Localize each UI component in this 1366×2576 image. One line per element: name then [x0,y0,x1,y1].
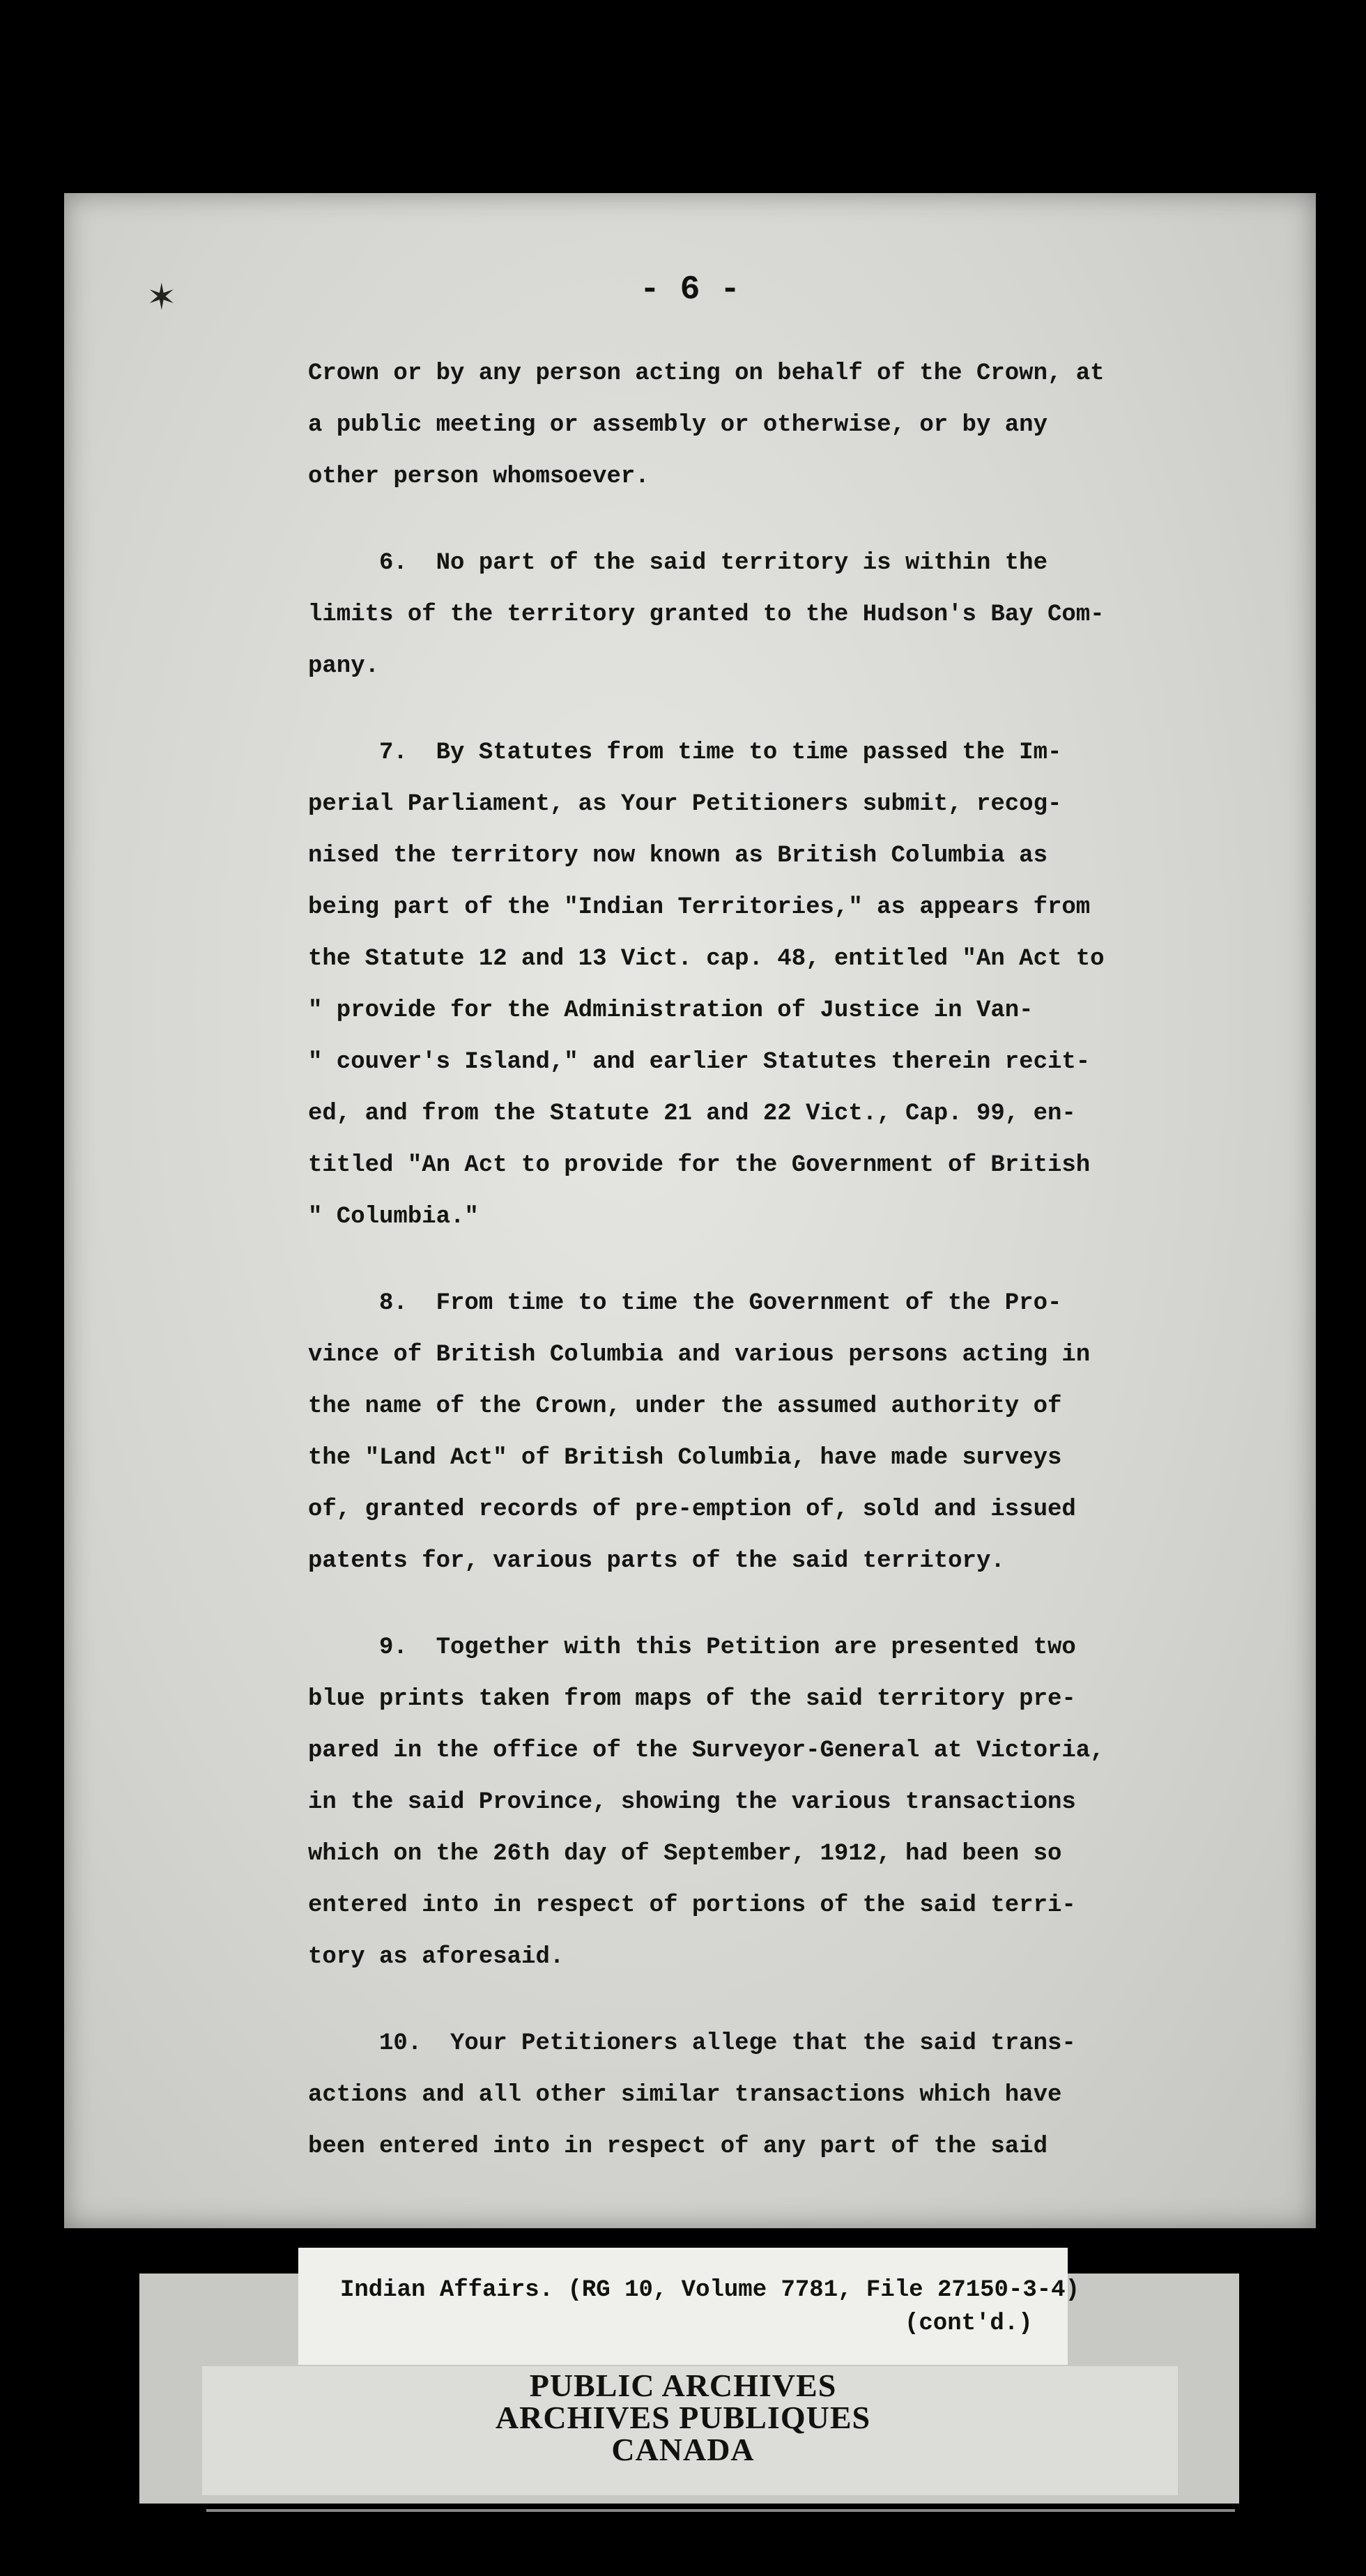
archive-stamp-line-2: ARCHIVES PUBLIQUES [495,2400,871,2435]
bottom-divider [206,2509,1235,2512]
text-line: been entered into in respect of any part of the said [308,2133,1047,2160]
text-line: pany. [308,653,380,680]
archive-reference-label [298,2248,1080,2365]
text-line: a public meeting or assembly or otherwise, or by any [308,412,1047,438]
text-line: the Statute 12 and 13 Vict. cap. 48, entitled "An Act to [308,946,1105,972]
text-line: being part of the "Indian Territories," as appears from [308,894,1091,921]
text-line: limits of the territory granted to the Hudson's Bay Com- [308,601,1105,628]
archive-stamp-line-3: CANADA [611,2432,755,2467]
text-line: vince of British Columbia and various persons acting in [308,1342,1091,1368]
text-line: " provide for the Administration of Justice in Van- [308,997,1034,1024]
text-line: tory as aforesaid. [308,1944,565,1970]
archive-reference-line: Indian Affairs. (RG 10, Volume 7781, File 27150-3-4) [340,2277,1080,2303]
paragraph-gap [308,1587,1284,1622]
text-line: other person whomsoever. [308,463,650,490]
text-line: perial Parliament, as Your Petitioners submit, recog- [308,791,1062,818]
text-line: titled "An Act to provide for the Government of British [308,1152,1091,1179]
document-page [64,193,1316,2228]
text-line: which on the 26th day of September, 1912, had been so [308,1841,1062,1867]
text-line: 10. Your Petitioners allege that the said trans- [308,2030,1076,2057]
text-line: 8. From time to time the Government of the Pro- [308,1290,1062,1317]
text-line: pared in the office of the Surveyor-General at Victoria, [308,1738,1105,1764]
text-line: nised the territory now known as British Columbia as [308,843,1047,869]
text-line: the "Land Act" of British Columbia, have made surveys [308,1445,1062,1471]
text-line: " couver's Island," and earlier Statutes therein recit- [308,1049,1091,1075]
text-line: ed, and from the Statute 21 and 22 Vict., Cap. 99, en- [308,1101,1076,1127]
text-line: the name of the Crown, under the assumed authority of [308,1393,1062,1420]
text-line: blue prints taken from maps of the said territory pre- [308,1686,1076,1712]
corner-mark: ✶ [146,277,177,319]
body-text [308,348,1284,2172]
paragraph-gap [308,503,1284,537]
paragraph-gap [308,1243,1284,1278]
text-line: 9. Together with this Petition are presented two [308,1634,1076,1661]
paragraph-gap [308,1983,1284,2018]
text-line: actions and all other similar transactions which have [308,2082,1062,2108]
page-number: - 6 - [639,271,741,309]
archive-stamp-line-1: PUBLIC ARCHIVES [529,2368,837,2403]
text-line: 7. By Statutes from time to time passed the Im- [308,739,1062,766]
text-line: 6. No part of the said territory is within the [308,550,1047,576]
text-line: in the said Province, showing the various transactions [308,1789,1076,1816]
text-line: " Columbia." [308,1204,479,1230]
text-line: patents for, various parts of the said territory. [308,1548,1005,1574]
archive-reference-continued: (cont'd.) [905,2310,1033,2337]
text-line: entered into in respect of portions of the said terri- [308,1892,1076,1919]
text-line: of, granted records of pre-emption of, sold and issued [308,1496,1076,1523]
text-line: Crown or by any person acting on behalf of the Crown, at [308,360,1105,387]
paragraph-gap [308,692,1284,727]
